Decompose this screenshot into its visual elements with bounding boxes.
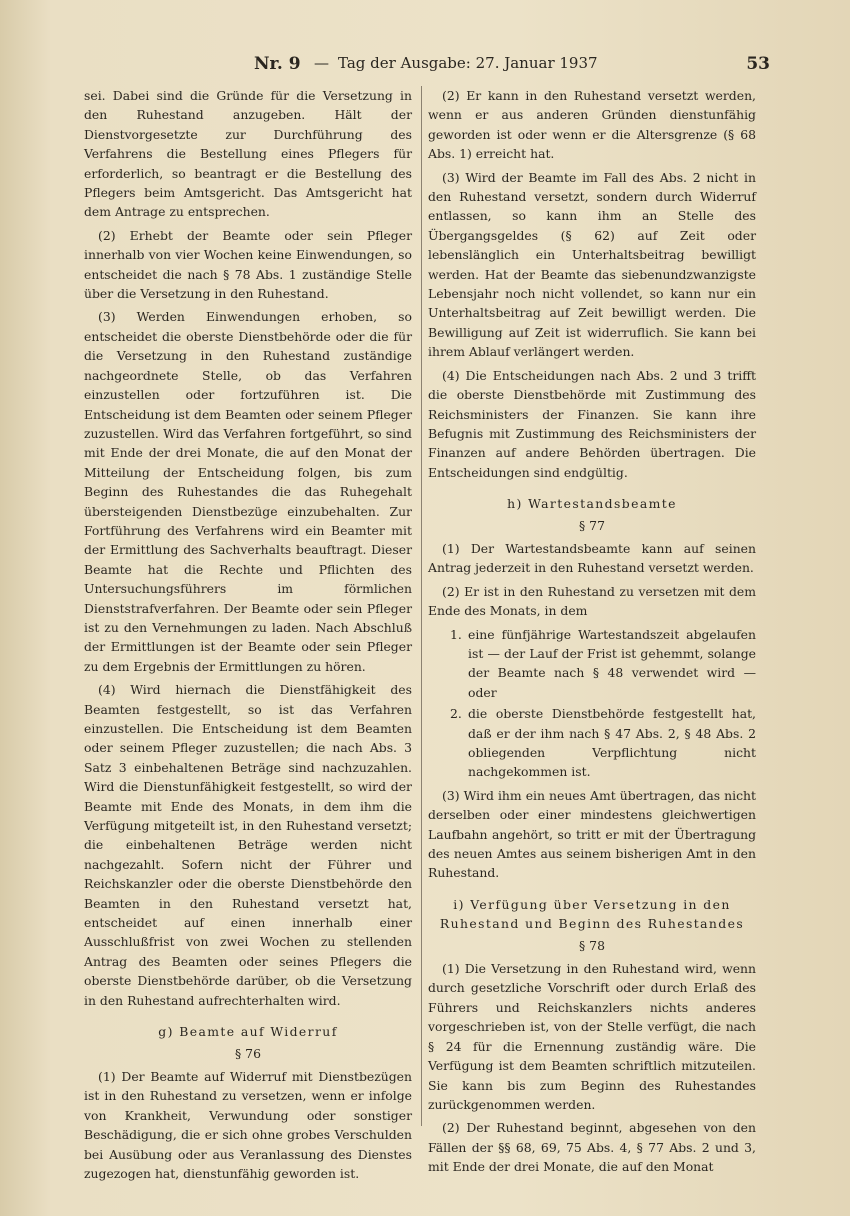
paragraph: (1) Der Beamte auf Widerruf mit Dienstbezügen ist in den Ruhestand zu versetzen, wenn er infolge von Krankheit, Verwundung oder sonstiger Beschädigung, die er sich ohne grobes Verschulden bei Ausübung oder aus Veranlassung des Dienstes zugezogen hat, dienstunfähig geworden ist. [84, 1068, 412, 1181]
page-header [84, 54, 770, 82]
paragraph: (2) Der Ruhestand beginnt, abgesehen von den Fällen der §§ 68, 69, 75 Abs. 4, § 77 Abs. 2 und 3, mit Ende der drei Monate, die auf den Monat [428, 1120, 756, 1175]
section-number: § 78 [579, 937, 605, 953]
paragraph: (3) Wird ihm ein neues Amt übertragen, das nicht derselben oder einer mindestens gleichwertigen Laufbahn angehört, so tritt er mit der Übertragung des neuen Amtes aus seinem bisherigen Amt in den Ruhestand. [428, 787, 756, 881]
left-column [84, 86, 412, 1187]
section-number: § 77 [579, 517, 605, 533]
section-heading: i) Verfügung über Versetzung in den Ruhestand und Beginn des Ruhestandes [439, 896, 745, 932]
paragraph: (4) Die Entscheidungen nach Abs. 2 und 3 trifft die oberste Dienstbehörde mit Zustimmung des Reichsministers der Finanzen. Sie kann ihre Befugnis mit Zustimmung des Reichsministers der Finanzen auf andere Behörden übertragen. Die Entscheidungen sind endgültig. [428, 367, 756, 480]
list-item [428, 625, 756, 703]
paragraph: (2) Erhebt der Beamte oder sein Pfleger innerhalb von vier Wochen keine Einwendungen, so entscheidet die nach § 78 Abs. 1 zuständige Stelle über die Versetzung in den Ruhestand. [84, 227, 412, 302]
paragraph: (3) Wird der Beamte im Fall des Abs. 2 nicht in den Ruhestand versetzt, sondern durch Widerruf entlassen, so kann ihm an Stelle des Übergangsgeldes (§ 62) auf Zeit oder lebenslänglich ein Unterhaltsbeitrag bewilligt werden. Hat der Beamte das siebenundzwanzigste Lebensjahr noch nicht vollendet, so kann nur ein Unterhaltsbeitrag auf Zeit bewilligt werden. Die Bewilligung auf Zeit ist widerruflich. Sie kann bei ihrem Ablauf verlängert werden. [428, 169, 756, 360]
paragraph: (3) Werden Einwendungen erhoben, so entscheidet die oberste Dienstbehörde oder die für die Versetzung in den Ruhestand zuständige nachgeordnete Stelle, ob das Verfahren einzustellen oder fortzuführen ist. Die Entscheidung ist dem Beamten oder seinem Pfleger zuzustellen. Wird das Verfahren fortgeführt, so sind mit Ende der drei Monate, die auf den Monat der Mitteilung der Entscheidung folgen, bis zum Beginn des Ruhestandes die das Ruhegehalt übersteigenden Dienstbezüge einzubehalten. Zur Fortführung des Verfahrens wird ein Beamter mit der Ermittlung des Sachverhalts beauftragt. Dieser Beamte hat die Rechte und Pflichten des Untersuchungsführers im förmlichen Dienststrafverfahren. Der Beamte oder sein Pfleger ist zu den Vernehmungen zu laden. Nach Abschluß der Ermittlungen ist der Beamte oder sein Pfleger zu dem Ergebnis der Ermittlungen zu hören. [84, 309, 412, 674]
paragraph: (4) Wird hiernach die Dienstfähigkeit des Beamten festgestellt, so ist das Verfahren einzustellen. Die Entscheidung ist dem Beamten oder seinem Pfleger zuzustellen; die nach Abs. 3 Satz 3 einbehaltenen Beträge sind nachzuzahlen. Wird die Dienstunfähigkeit festgestellt, so wird der Beamte mit Ende des Monats, in dem ihm die Verfügung mitgeteilt ist, in den Ruhestand versetzt; die einbehaltenen Beträge werden nicht nachgezahlt. Sofern nicht der Führer und Reichskanzler oder die oberste Dienstbehörde den Beamten in den Ruhestand versetzt hat, entscheidet auf einen innerhalb einer Ausschlußfrist von zwei Wochen zu stellenden Antrag des Beamten oder seines Pflegers die oberste Dienstbehörde darüber, ob die Versetzung in den Ruhestand aufrechterhalten wird. [84, 682, 412, 1008]
list-item-text: eine fünfjährige Wartestandszeit abgelaufen ist — der Lauf der Frist ist gehemmt, solange der Beamte nach § 48 verwendet wird — oder [468, 626, 756, 700]
paragraph: (2) Er ist in den Ruhestand zu versetzen mit dem Ende des Monats, in dem [428, 583, 756, 619]
paragraph: (1) Die Versetzung in den Ruhestand wird, wenn durch gesetzliche Vorschrift oder durch Erlaß des Führers und Reichskanzlers nichts anderes vorgeschrieben ist, von der Stelle verfügt, die nach § 24 für die Ernennung zuständig wäre. Die Verfügung ist dem Beamten schriftlich mitzuteilen. Sie kann bis zum Beginn des Ruhestandes zurückgenommen werden. [428, 961, 756, 1112]
numbered-list [428, 625, 756, 782]
issue-date: Tag der Ausgabe: 27. Januar 1937 [338, 54, 598, 72]
right-column [428, 86, 756, 1181]
list-item-text: die oberste Dienstbehörde festgestellt hat, daß er der ihm nach § 47 Abs. 2, § 48 Abs. 2 obliegenden Verpflichtung nicht nachgekommen ist. [468, 706, 756, 780]
page-number: 53 [746, 54, 770, 74]
paragraph: (1) Der Wartestandsbeamte kann auf seinen Antrag jederzeit in den Ruhestand versetzt werden. [428, 540, 756, 576]
issue-number: Nr. 9 [254, 54, 301, 74]
list-item [428, 704, 756, 782]
section-number: § 76 [235, 1045, 261, 1061]
section-heading: g) Beamte auf Widerruf [158, 1024, 338, 1040]
list-item-number: 1. [450, 626, 462, 642]
list-item-number: 2. [450, 706, 462, 722]
column-divider [421, 86, 422, 1126]
paragraph: sei. Dabei sind die Gründe für die Versetzung in den Ruhestand anzugeben. Hält der Dienstvorgesetzte zur Durchführung des Verfahrens die Bestellung eines Pflegers für erforderlich, so beantragt er die Bestellung des Pflegers beim Amtsgericht. Das Amtsgericht hat dem Antrage zu entsprechen. [84, 88, 412, 220]
header-dash: — [314, 54, 329, 72]
section-heading: h) Wartestandsbeamte [507, 496, 677, 512]
paragraph: (2) Er kann in den Ruhestand versetzt werden, wenn er aus anderen Gründen dienstunfähig geworden ist oder wenn er die Altersgrenze (§ 68 Abs. 1) erreicht hat. [428, 88, 756, 162]
